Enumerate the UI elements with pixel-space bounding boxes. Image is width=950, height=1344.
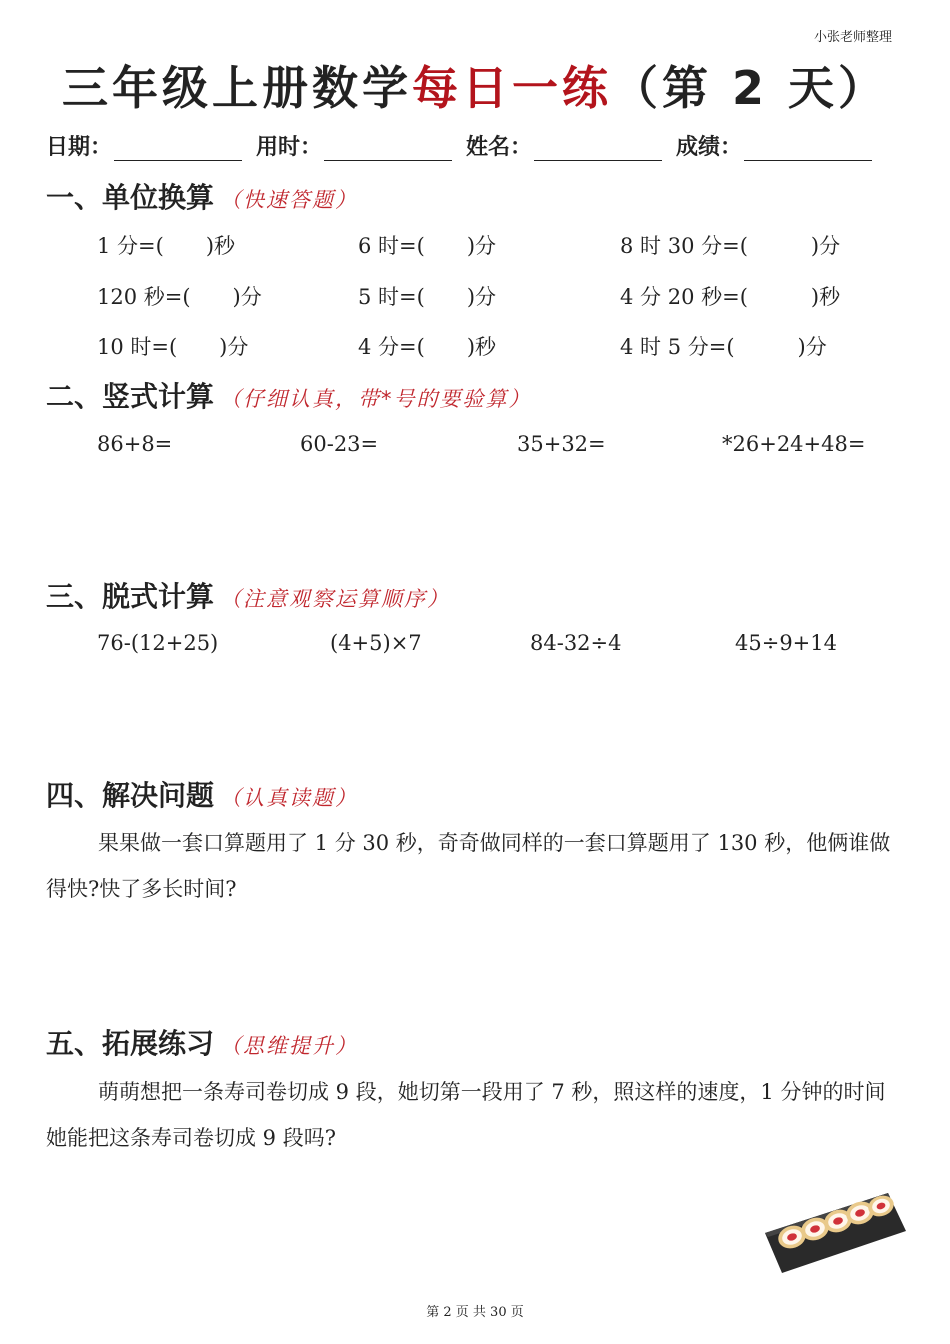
conversion-item: 4 分=( )秒	[358, 335, 497, 359]
section5-heading	[46, 1022, 358, 1062]
conversion-item: 5 时=( )分	[358, 285, 497, 309]
info-score-blank[interactable]	[744, 136, 872, 161]
conversion-item: 10 时=( )分	[97, 335, 249, 359]
vertical-calc-item: 60-23=	[300, 432, 379, 456]
section4-title: 四、解决问题	[46, 779, 215, 812]
step-calc-item: 84-32÷4	[530, 631, 622, 655]
conversion-item: 120 秒=( )分	[97, 285, 262, 309]
info-date-label: 日期：	[46, 135, 113, 160]
section1-title: 一、单位换算	[46, 181, 215, 214]
info-name-label: 姓名：	[466, 135, 533, 160]
title-highlight: 每日一练	[411, 61, 612, 115]
section4-heading	[46, 774, 358, 814]
title-day: （第 2 天）	[611, 61, 889, 115]
info-name	[466, 130, 662, 161]
vertical-calc-item: *26+24+48=	[722, 432, 866, 456]
info-time-blank[interactable]	[324, 136, 452, 161]
section5-title: 五、拓展练习	[46, 1027, 215, 1060]
title-main: 三年级上册数学	[61, 61, 412, 115]
problem-paragraph: 果果做一套口算题用了 1 分 30 秒，奇奇做同样的一套口算题用了 130 秒，他俩谁做得快?快了多长时间?	[46, 831, 891, 901]
extension-text	[46, 1069, 906, 1161]
section3-hint: （注意观察运算顺序）	[220, 587, 451, 611]
info-time	[256, 130, 452, 161]
section1-hint: （快速答题）	[220, 188, 359, 212]
step-calc-item: (4+5)×7	[330, 631, 422, 655]
conversion-item: 4 分 20 秒=( )秒	[620, 285, 841, 309]
sushi-roll-image	[760, 1185, 910, 1275]
author-credit: 小张老师整理	[813, 30, 892, 45]
info-score	[676, 130, 872, 161]
section4-hint: （认真读题）	[220, 786, 359, 810]
section2-title: 二、竖式计算	[46, 380, 215, 413]
conversion-item: 4 时 5 分=( )分	[620, 335, 827, 359]
problem-text	[46, 820, 906, 912]
info-time-label: 用时：	[256, 135, 323, 160]
info-date	[46, 130, 242, 161]
section2-hint: （仔细认真，带*号的要验算）	[220, 387, 532, 411]
page-title	[0, 52, 950, 118]
step-calc-item: 76-(12+25)	[97, 631, 219, 655]
info-score-label: 成绩：	[676, 135, 743, 160]
section1-heading	[46, 176, 358, 216]
conversion-item: 6 时=( )分	[358, 234, 497, 258]
section5-hint: （思维提升）	[220, 1034, 359, 1058]
extension-paragraph: 萌萌想把一条寿司卷切成 9 段，她切第一段用了 7 秒，照这样的速度，1 分钟的时间她能把这条寿司卷切成 9 段吗?	[46, 1080, 886, 1150]
conversion-item: 8 时 30 分=( )分	[620, 234, 841, 258]
section3-title: 三、脱式计算	[46, 580, 215, 613]
info-name-blank[interactable]	[534, 136, 662, 161]
info-row	[46, 130, 906, 161]
info-date-blank[interactable]	[114, 136, 242, 161]
conversion-item: 1 分=( )秒	[97, 234, 236, 258]
vertical-calc-item: 86+8=	[97, 432, 173, 456]
vertical-calc-item: 35+32=	[517, 432, 606, 456]
section2-heading	[46, 375, 532, 415]
section3-heading	[46, 575, 450, 615]
page-footer: 第 2 页 共 30 页	[426, 1305, 524, 1320]
step-calc-item: 45÷9+14	[735, 631, 837, 655]
